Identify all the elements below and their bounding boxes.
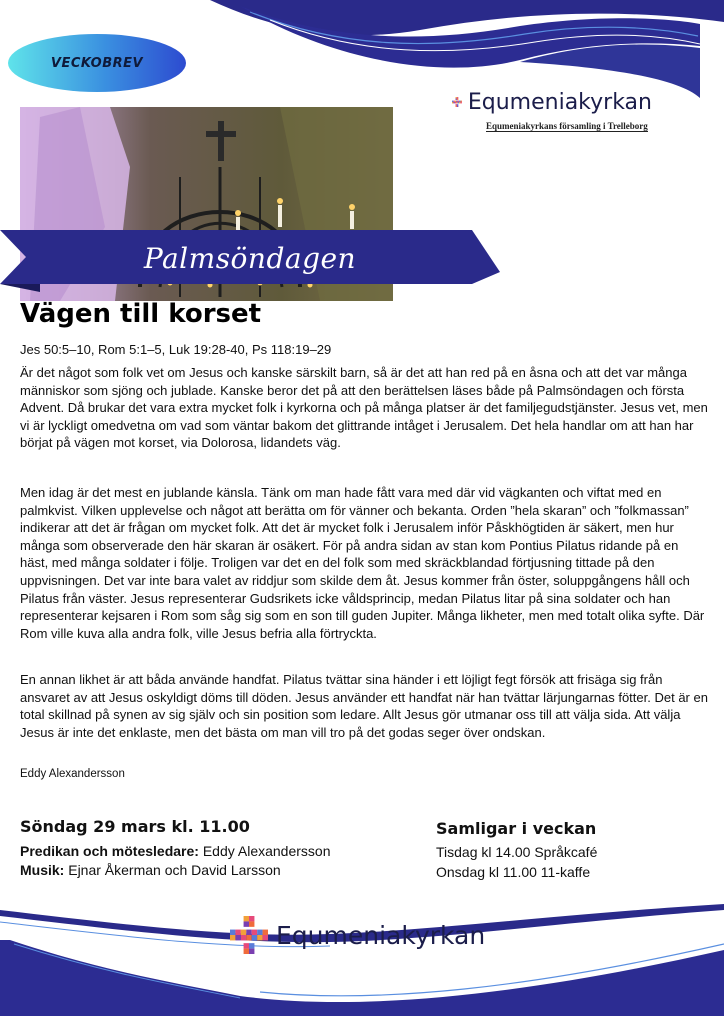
music-value: Ejnar Åkerman och David Larsson xyxy=(64,862,281,878)
music-label: Musik: xyxy=(20,862,65,878)
article-title: Vägen till korset xyxy=(20,299,262,329)
church-logo-bottom xyxy=(230,916,485,954)
article-paragraph: Är det något som folk vet om Jesus och kanske särskilt barn, så är det att han red på en åsna och att det var många människor som sjöng och jublade. Kanske beror det på att den berättelsen läses både på Palmsöndagen och första Advent. Då brukar det vara extra mycket folk i kyrkorna och på många platser är det familjegudstjänster. Jesus vet, men vi är lyckligt omedvetna om vad som väntar bakom det glittrande intåget i Jerusalem. Det hela handlar om att han har börjat på vägen mot korset, via Dolorosa, lidandets väg. xyxy=(20,365,708,451)
week-heading: Samligar i veckan xyxy=(436,819,597,838)
veckobrev-label: VECKOBREV xyxy=(50,55,144,71)
week-item: Tisdag kl 14.00 Språkcafé xyxy=(436,844,598,860)
article-author: Eddy Alexandersson xyxy=(20,768,125,780)
logo-wordmark: Equmeniakyrkan xyxy=(467,89,652,115)
article-paragraph: En annan likhet är att båda använde handfat. Pilatus tvättar sina händer i ett löjligt fegt försök att frisäga sig från ansvaret av att Jesus oskyldigt döms till döden. Jesus använder ett handfat när han tvättar lärjungarnas fötter. Det är en total skillnad på synen av sig själv och sin position som ledare. Allt Jesus gör utmanar oss till att välja sida. Att välja Jesus är inte det enklaste, men det bästa om man vill tro på det godas seger över ondskan. xyxy=(20,672,708,740)
preacher-label: Predikan och mötesledare: xyxy=(20,843,199,859)
banner-text: Palmsöndagen xyxy=(143,241,357,275)
cross-mosaic-icon xyxy=(230,916,268,954)
church-logo-top xyxy=(452,88,652,134)
logo-subtitle: Equmeniakyrkans församling i Trelleborg xyxy=(486,121,648,131)
cross-mosaic-icon xyxy=(452,88,462,116)
scripture-references: Jes 50:5–10, Rom 5:1–5, Luk 19:28-40, Ps 118:19–29 xyxy=(20,342,332,357)
service-heading: Söndag 29 mars kl. 11.00 xyxy=(20,817,250,836)
article-paragraph: Men idag är det mest en jublande känsla. Tänk om man hade fått vara med där vid vägkanten och viftat med en palmkvist. Vilken upplevelse och något att berätta om för vänner och bekanta. Orden ”hela skaran” och ”folkmassan” indikerar att det är frågan om mycket folk. Att det är mycket folk i Jerusalem inför Påskhögtiden är säkert, men hur många som observerade den här skaran är osäkert. För på andra sidan av stan kom Pontius Pilatus ridande på en häst, med många soldater i följe. Troligen var det en del folk som med skräckblandad förtjusning tittade på den uppvisningen. Det var inte bara valet av riddjur som skilde dem åt. Jesus kommer från öster, soluppgångens håll och Pilatus från väster. Jesus representerar Gudsrikets icke våldsprincip, medan Pilatus litar på sina soldater och han representerar kejsaren i Rom som såg sig som en son till guden Jupiter. Många likheter, men med totalt olika syfte. Där Rom ville kuva alla andra folk, ville Jesus befria alla förtryckta. xyxy=(20,485,705,641)
service-music xyxy=(20,862,281,878)
footer-wordmark: Equmeniakyrkan xyxy=(276,920,486,950)
preacher-value: Eddy Alexandersson xyxy=(198,843,331,859)
service-preacher xyxy=(20,843,330,859)
week-item: Onsdag kl 11.00 11-kaffe xyxy=(436,864,591,880)
